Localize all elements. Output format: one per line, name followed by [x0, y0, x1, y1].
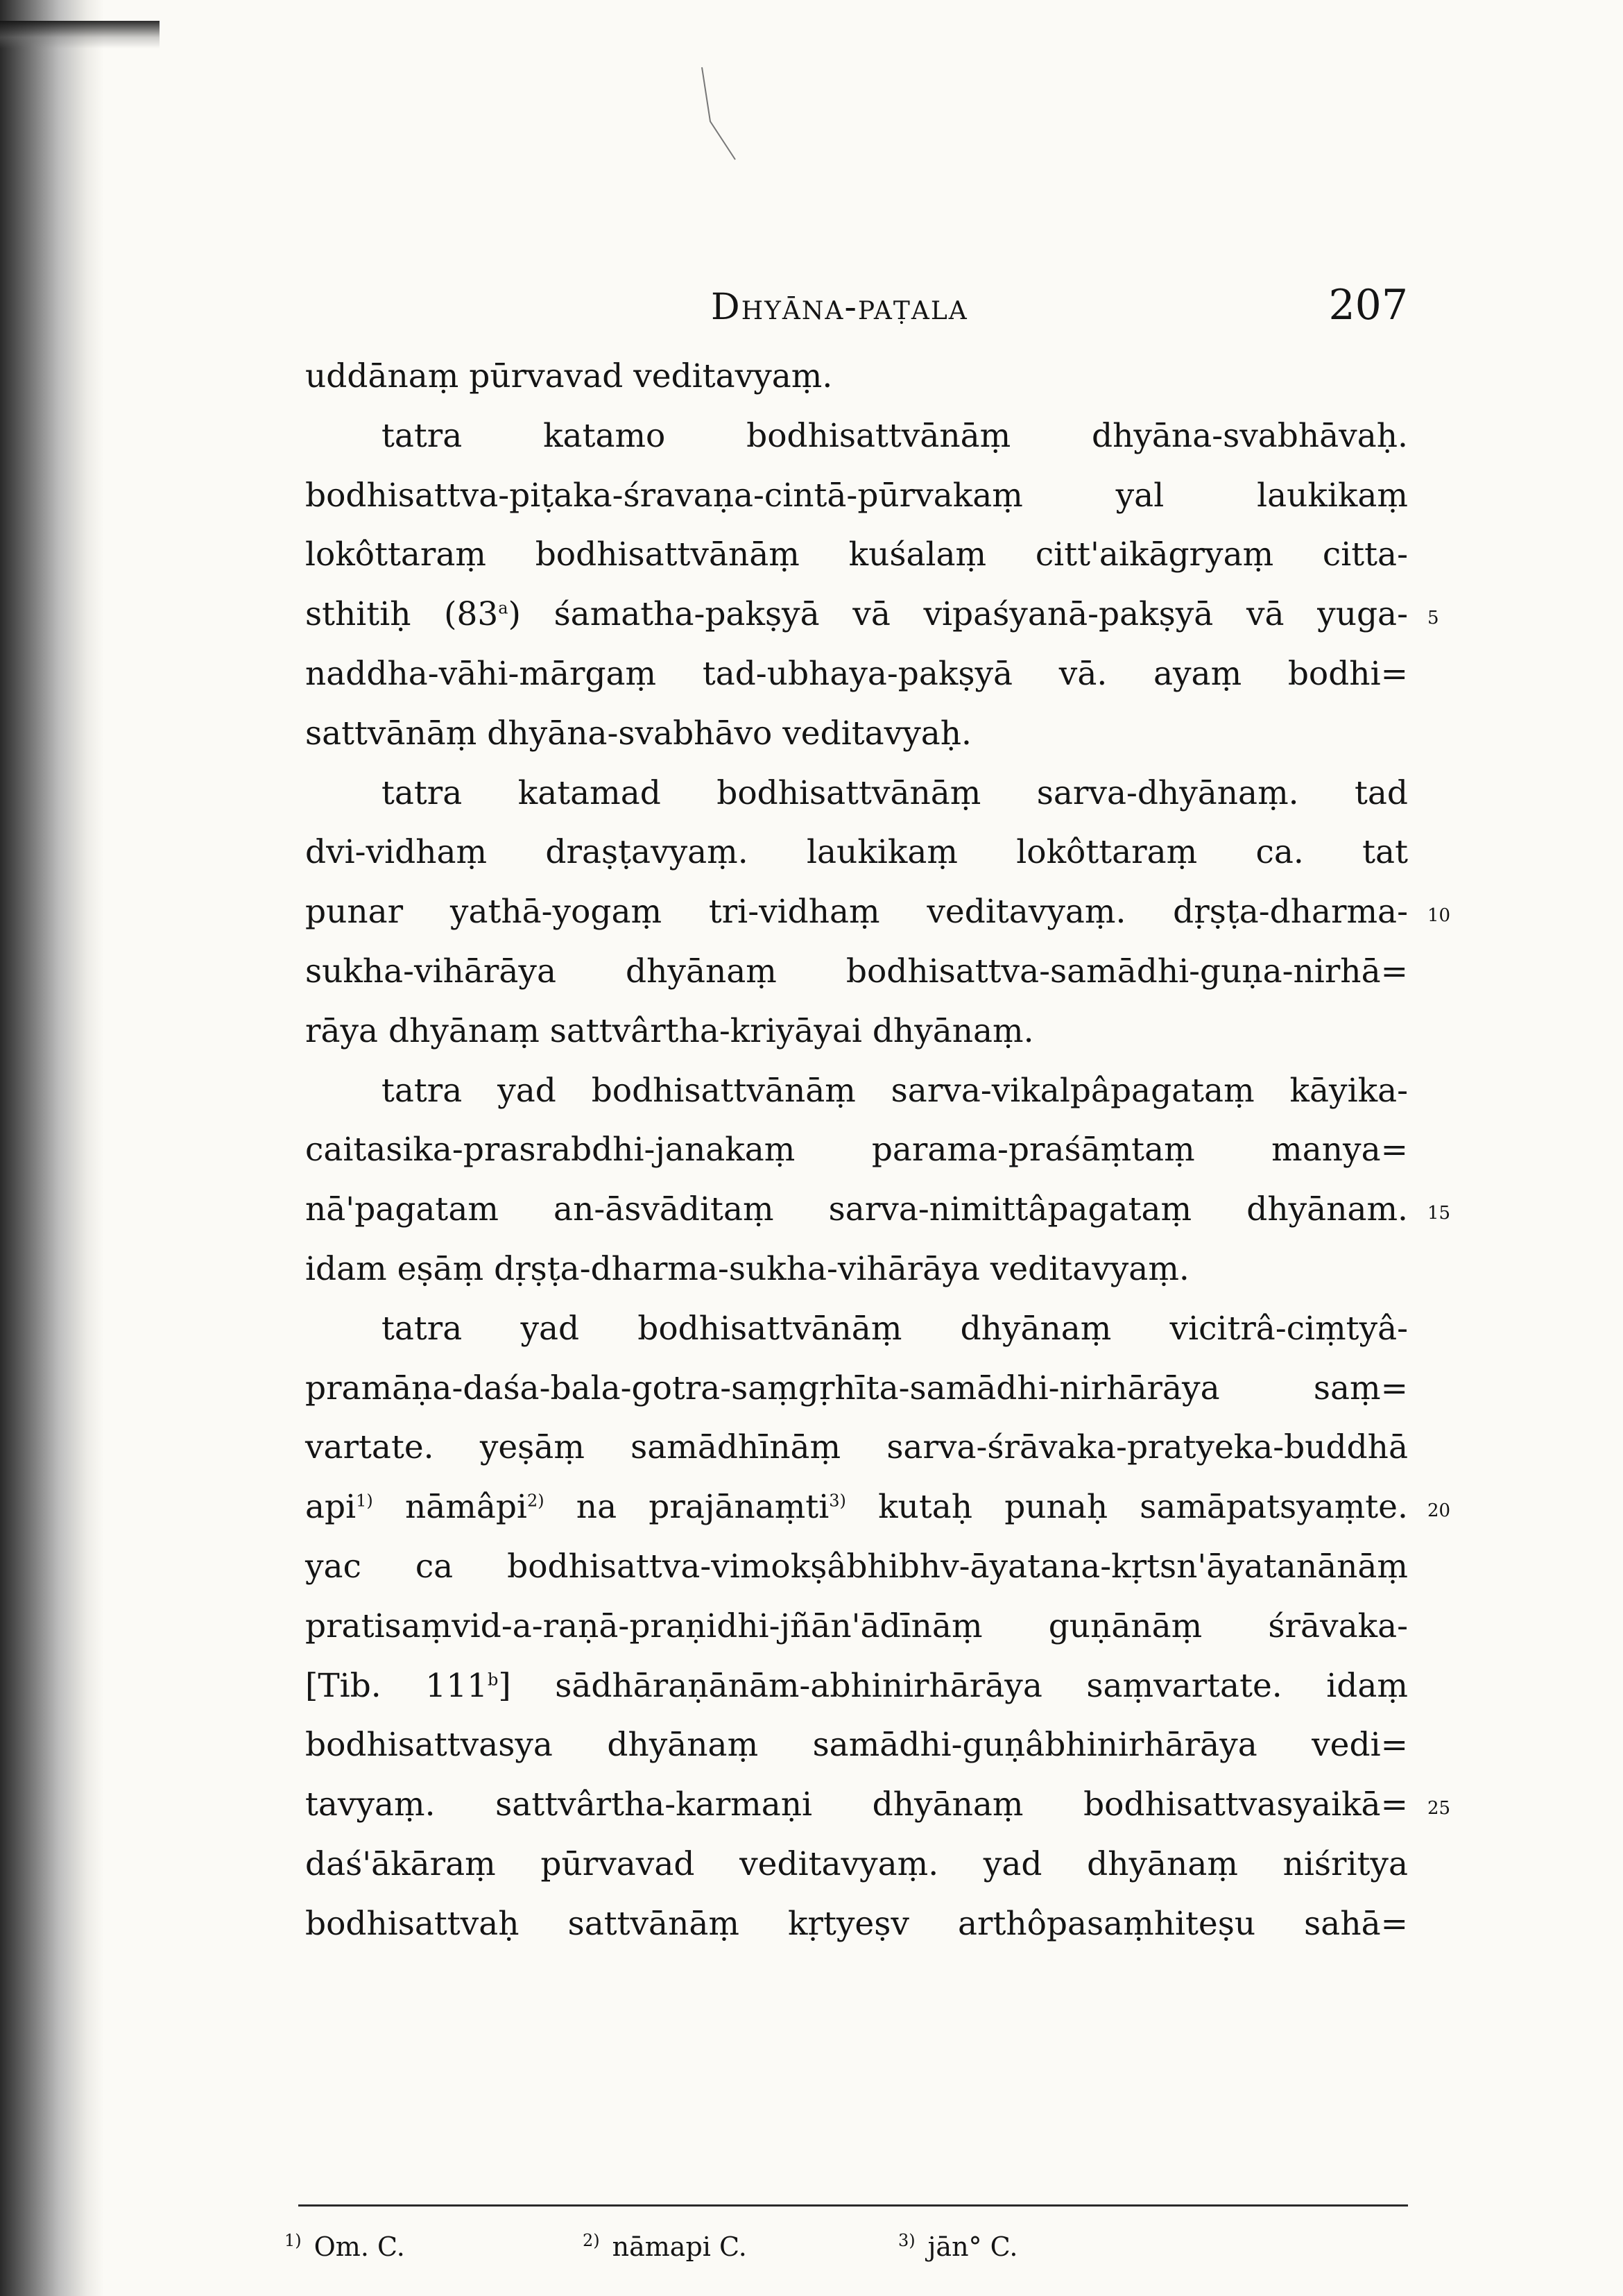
word: vicitrâ-ciṃtyâ-: [1169, 1309, 1408, 1348]
word: saṃvartate.: [1086, 1666, 1282, 1705]
word: pratisaṃvid-a-raṇā-praṇidhi-jñān'ādīnāṃ: [305, 1607, 983, 1645]
word: yad: [983, 1844, 1042, 1883]
word: ca: [415, 1547, 454, 1586]
word: sattvānāṃ: [567, 1904, 739, 1943]
word: sahā=: [1304, 1904, 1408, 1943]
text-line: [305, 1835, 1408, 1894]
word: dhyānaṃ: [1087, 1844, 1238, 1883]
text-line: [305, 1061, 1408, 1121]
text-line: [305, 1477, 1451, 1537]
word: punaḥ: [1004, 1488, 1108, 1527]
text-line: [305, 347, 1408, 406]
word: na: [576, 1488, 617, 1527]
word: ayaṃ: [1153, 654, 1242, 693]
text-line: [305, 1180, 1451, 1240]
text-line: [305, 1002, 1408, 1061]
word: dhyānaṃ: [607, 1726, 759, 1765]
word: veditavyaṃ.: [927, 893, 1126, 932]
word: tri-vidhaṃ: [708, 893, 880, 932]
word: sarva-vikalpâpagataṃ: [891, 1071, 1255, 1110]
word: sādhāraṇānām-abhinirhārāya: [555, 1666, 1042, 1705]
word: bodhisattva-samādhi-guṇa-nirhā=: [845, 952, 1408, 991]
word: bodhisattvaḥ: [305, 1904, 519, 1943]
word: parama-praśāṃtaṃ: [871, 1131, 1195, 1170]
word: saṃ=: [1313, 1369, 1408, 1407]
word: manya=: [1271, 1131, 1408, 1170]
text-line: [305, 585, 1439, 644]
body-text: [305, 347, 1451, 1954]
word: kāyika-: [1289, 1071, 1408, 1110]
word: yac: [305, 1547, 361, 1586]
line-number: 15: [1427, 1203, 1451, 1224]
page-number: 207: [1328, 281, 1408, 329]
line-number: 25: [1427, 1798, 1451, 1819]
word: kṛtyeṣv: [788, 1904, 909, 1943]
word: lokôttaraṃ: [305, 536, 486, 574]
word: kuśalaṃ: [848, 536, 987, 574]
word: sattvârtha-karmaṇi: [495, 1785, 813, 1824]
word: dhyāna-svabhāvaḥ.: [1092, 416, 1408, 455]
word: lokôttaraṃ: [1016, 833, 1198, 872]
footnote-mark: 3): [898, 2231, 916, 2250]
line-text: sattvānāṃ dhyāna-svabhāvo veditavyaḥ.: [305, 714, 972, 753]
word: bodhisattvānāṃ: [716, 773, 981, 812]
word: yuga-: [1317, 595, 1408, 634]
line-text: idam eṣāṃ dṛṣṭa-dharma-sukha-vihārāya veditavyaṃ.: [305, 1249, 1190, 1288]
word: laukikaṃ: [1257, 476, 1408, 515]
word: sthitiḥ: [305, 595, 411, 634]
word: samādhīnāṃ: [630, 1428, 841, 1467]
text-line: [305, 1656, 1408, 1716]
word: tad: [1355, 773, 1408, 812]
word: tatra: [381, 416, 463, 455]
word: yathā-yogaṃ: [449, 893, 662, 932]
text-line: [305, 1299, 1408, 1359]
text-line: [305, 764, 1408, 823]
word: bodhisattvānāṃ: [591, 1071, 856, 1110]
word: yad: [520, 1309, 580, 1348]
footnote-1: [284, 2220, 405, 2268]
word: bodhisattvānāṃ: [637, 1309, 902, 1348]
footnote-text: jān° C.: [927, 2231, 1018, 2262]
word: katamo: [543, 416, 666, 455]
word: dhyānaṃ: [872, 1785, 1024, 1824]
paper-crease-mark: [701, 66, 742, 163]
word: śamatha-pakṣyā: [553, 595, 820, 634]
word: punar: [305, 893, 404, 932]
word: vedi=: [1312, 1726, 1408, 1765]
text-line: [305, 1120, 1408, 1180]
word: veditavyaṃ.: [739, 1844, 939, 1883]
footnote-reference: 3): [829, 1491, 846, 1511]
word: yad: [497, 1071, 556, 1110]
text-line: [305, 466, 1408, 526]
line-text: rāya dhyānaṃ sattvârtha-kriyāyai dhyānaṃ.: [305, 1011, 1034, 1050]
word: bodhi=: [1287, 654, 1408, 693]
text-line: [305, 1418, 1408, 1477]
footnote-reference: b: [488, 1669, 499, 1689]
text-line: [305, 882, 1451, 942]
text-line: [305, 406, 1408, 466]
line-number: 10: [1427, 905, 1451, 927]
word: sarva-śrāvaka-pratyeka-buddhā: [886, 1428, 1408, 1467]
word: yal: [1115, 476, 1165, 515]
word: bodhisattva-vimokṣâbhibhv-āyatana-kṛtsn'āyatanānāṃ: [507, 1547, 1408, 1586]
word: tatra: [381, 1309, 463, 1348]
word: tat: [1362, 833, 1408, 872]
line-number: 5: [1427, 608, 1439, 629]
word: dṛṣṭa-dharma-: [1173, 893, 1408, 932]
footnote-mark: 1): [284, 2231, 302, 2250]
footnote-mark: 2): [583, 2231, 600, 2250]
footnote-2: [583, 2220, 747, 2268]
word: tatra: [381, 773, 463, 812]
word: ca.: [1255, 833, 1304, 872]
running-head: Dhyāna-paṭala: [711, 286, 968, 328]
word: bodhisattvasyaikā=: [1083, 1785, 1408, 1824]
word: pramāṇa-daśa-bala-gotra-saṃgṛhīta-samādhi-nirhārāya: [305, 1369, 1220, 1407]
word: kutaḥ: [878, 1488, 972, 1527]
word: vipaśyanā-pakṣyā: [923, 595, 1214, 634]
page-header: [305, 281, 1408, 329]
word: bodhisattvānāṃ: [535, 536, 800, 574]
word: vā.: [1058, 654, 1108, 693]
word: dhyānaṃ: [626, 952, 777, 991]
word: yeṣāṃ: [479, 1428, 585, 1467]
word: dvi-vidhaṃ: [305, 833, 488, 872]
binding-shadow: [0, 0, 104, 2296]
word: tad-ubhaya-pakṣyā: [702, 654, 1013, 693]
line-number: 20: [1427, 1500, 1451, 1522]
word: an-āsvāditaṃ: [553, 1190, 774, 1229]
text-line: [305, 942, 1408, 1002]
word: bodhisattva-piṭaka-śravaṇa-cintā-pūrvakaṃ: [305, 476, 1023, 515]
footnote-reference: 1): [356, 1491, 373, 1511]
word: sukha-vihārāya: [305, 952, 556, 991]
word: niśritya: [1282, 1844, 1408, 1883]
text-line: [305, 1240, 1408, 1299]
text-line: [305, 823, 1408, 882]
footnote-text: nāmapi C.: [612, 2231, 747, 2262]
word: [Tib.: [305, 1666, 381, 1705]
word: vā: [1246, 595, 1285, 634]
word: pūrvavad: [540, 1844, 695, 1883]
text-line: [305, 1894, 1408, 1954]
word: 111$^b$]: [425, 1666, 511, 1705]
word: arthôpasaṃhiteṣu: [957, 1904, 1256, 1943]
word: draṣṭavyaṃ.: [545, 833, 748, 872]
word: vartate.: [305, 1428, 434, 1467]
word: api$^{1)}$: [305, 1488, 373, 1527]
word: sarva-nimittâpagataṃ: [828, 1190, 1192, 1229]
text-line: [305, 1537, 1408, 1597]
word: nā'pagatam: [305, 1190, 499, 1229]
word: śrāvaka-: [1268, 1607, 1408, 1645]
text-line: [305, 1359, 1408, 1419]
line-text: uddānaṃ pūrvavad veditavyaṃ.: [305, 357, 833, 395]
word: naddha-vāhi-mārgaṃ: [305, 654, 657, 693]
footnote-3: [898, 2220, 1017, 2268]
word: (83$^a$): [444, 595, 521, 634]
word: caitasika-prasrabdhi-janakaṃ: [305, 1131, 796, 1170]
word: citta-: [1322, 536, 1408, 574]
text-line: [305, 1597, 1408, 1656]
word: samāpatsyaṃte.: [1140, 1488, 1408, 1527]
binding-top-shadow: [0, 21, 160, 49]
footnote-reference: a: [498, 598, 508, 618]
text-line: [305, 1775, 1451, 1835]
word: bodhisattvānāṃ: [746, 416, 1011, 455]
word: idaṃ: [1326, 1666, 1408, 1705]
footnote-text: Om. C.: [314, 2231, 405, 2262]
footnote-reference: 2): [526, 1491, 544, 1511]
text-line: [305, 525, 1408, 585]
word: laukikaṃ: [807, 833, 958, 872]
word: daś'ākāraṃ: [305, 1844, 496, 1883]
word: sarva-dhyānaṃ.: [1036, 773, 1299, 812]
word: dhyānaṃ: [960, 1309, 1112, 1348]
word: citt'aikāgryaṃ: [1035, 536, 1274, 574]
footnote-divider: [298, 2204, 1408, 2207]
text-line: [305, 1715, 1408, 1775]
word: vā: [852, 595, 891, 634]
word: bodhisattvasya: [305, 1726, 553, 1765]
word: nāmâpi$^{2)}$: [404, 1488, 544, 1527]
word: prajānaṃti$^{3)}$: [649, 1488, 846, 1527]
word: katamad: [517, 773, 661, 812]
word: samādhi-guṇâbhinirhārāya: [812, 1726, 1257, 1765]
word: guṇānāṃ: [1048, 1607, 1203, 1645]
word: tavyaṃ.: [305, 1785, 436, 1824]
text-line: [305, 704, 1408, 764]
text-line: [305, 644, 1408, 704]
word: dhyānam.: [1246, 1190, 1408, 1229]
word: tatra: [381, 1071, 463, 1110]
